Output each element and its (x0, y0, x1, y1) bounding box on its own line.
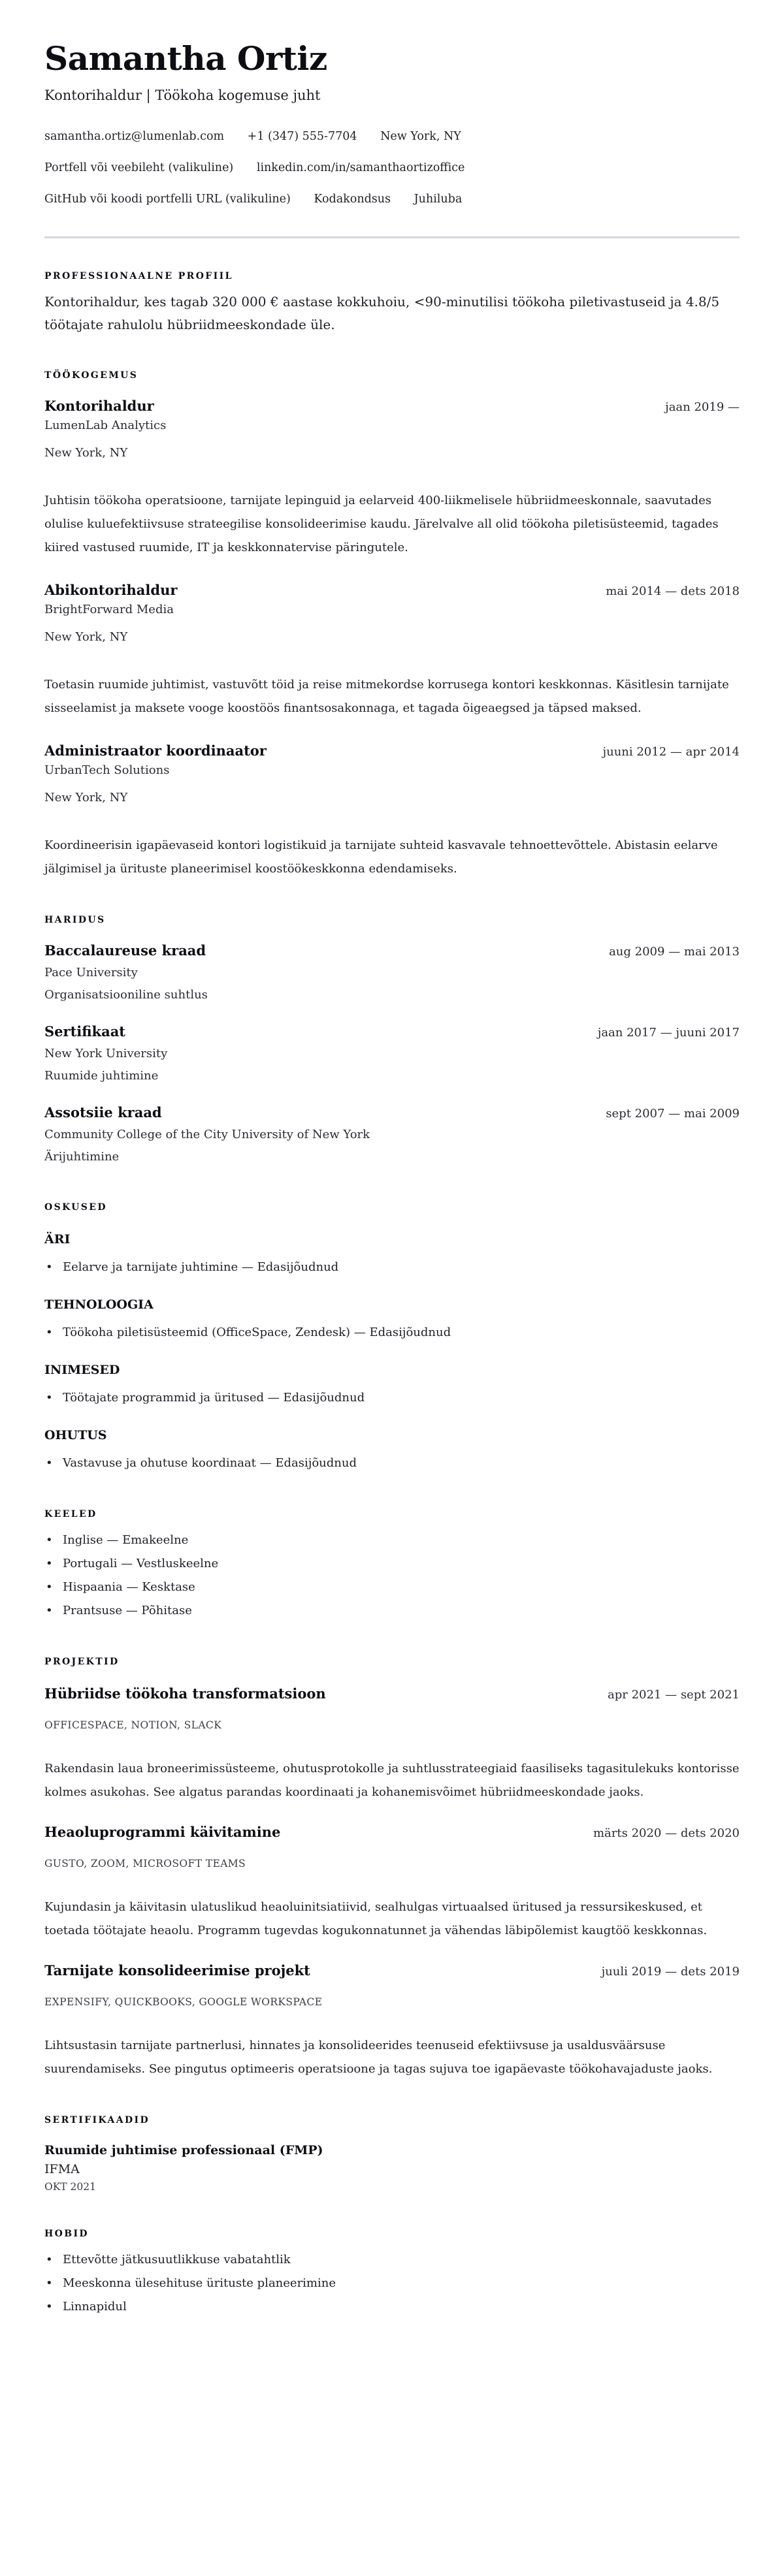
certification-date: OKT 2021 (44, 2181, 96, 2193)
skill-item: • Vastavuse ja ohutuse koordinaat — Edasijõudnud (44, 1452, 740, 1475)
skill-group-title: OHUTUS (44, 1428, 107, 1442)
section-languages (44, 1508, 740, 1623)
section-projects (44, 1655, 740, 2081)
skill-group-title: TEHNOLOOGIA (44, 1297, 154, 1312)
section-certifications (44, 2114, 740, 2195)
project-dates: apr 2021 — sept 2021 (607, 1688, 740, 1702)
contact-citizenship: Kodakondsus (314, 193, 391, 206)
skill-item: • Töökoha piletisüsteemid (OfficeSpace, Zendesk) — Edasijõudnud (44, 1321, 740, 1344)
contact-location: New York, NY (380, 130, 461, 143)
contact-linkedin[interactable]: linkedin.com/in/samanthaortizoffice (256, 161, 465, 174)
contact-portfolio[interactable]: Portfell või veebileht (valikuline) (44, 161, 234, 174)
candidate-headline: Kontorihaldur | Töökoha kogemuse juht (44, 87, 321, 103)
project-description: Lihtsustasin tarnijate partnerlusi, hinnates ja konsolideerides teenuseid efektiivsuse ja usaldusväärsuse suurendamiseks. See pingutus optimeeris operatsioone ja tagas sujuva toe igapäevaste töökohavajaduste jaoks. (44, 2039, 713, 2076)
project-dates: märts 2020 — dets 2020 (593, 1826, 740, 1840)
contact-drivers-license: Juhiluba (414, 193, 463, 206)
job-company: BrightForward Media (44, 603, 174, 616)
skill-group (44, 1231, 740, 1279)
project-tech-stack: OFFICESPACE, NOTION, SLACK (44, 1719, 222, 1731)
section-title-education: HARIDUS (44, 915, 106, 925)
job-company: LumenLab Analytics (44, 419, 167, 432)
section-skills (44, 1201, 740, 1475)
experience-entry (44, 396, 740, 560)
job-dates: mai 2014 — dets 2018 (606, 584, 740, 598)
certification-entry (44, 2141, 740, 2195)
section-title-skills: OSKUSED (44, 1202, 107, 1213)
section-education (44, 914, 740, 1168)
section-title-projects: PROJEKTID (44, 1657, 120, 1667)
field-of-study: Organisatsiooniline suhtlus (44, 988, 208, 1002)
project-entry (44, 1684, 740, 1804)
section-profile (44, 270, 740, 336)
project-entry (44, 1822, 740, 1943)
job-location: New York, NY (44, 446, 128, 460)
certification-name: Ruumide juhtimise professionaal (FMP) (44, 2143, 323, 2157)
job-title: Kontorihaldur (44, 398, 154, 414)
certification-issuer: IFMA (44, 2162, 80, 2176)
skill-group-title: ÄRI (44, 1232, 71, 1247)
school-name: Pace University (44, 966, 138, 979)
section-title-languages: KEELED (44, 1509, 97, 1519)
section-title-experience: TÖÖKOGEMUS (44, 370, 139, 381)
degree-title: Baccalaureuse kraad (44, 942, 206, 959)
field-of-study: Ärijuhtimine (44, 1150, 120, 1164)
header-divider (44, 236, 740, 238)
degree-title: Sertifikaat (44, 1023, 126, 1040)
school-name: Community College of the City University of New York (44, 1128, 370, 1141)
degree-title: Assotsiie kraad (44, 1104, 162, 1121)
candidate-name: Samantha Ortiz (44, 39, 327, 78)
education-entry (44, 1022, 740, 1087)
skill-item: • Eelarve ja tarnijate juhtimine — Edasijõudnud (44, 1256, 740, 1279)
project-dates: juuli 2019 — dets 2019 (601, 1965, 740, 1979)
job-description: Toetasin ruumide juhtimist, vastuvõtt töid ja reise mitmekordse korrusega kontori keskkonnas. Käsitlesin tarnijate sisseelamist ja maksete vooge koostöös finantsosakonnaga, et tagada õigeaegsed ja täpsed maksed. (44, 678, 729, 715)
school-name: New York University (44, 1047, 168, 1060)
project-title: Tarnijate konsolideerimise projekt (44, 1962, 310, 1979)
job-location: New York, NY (44, 791, 128, 804)
contact-row-extra (44, 189, 740, 209)
project-title: Heaoluprogrammi käivitamine (44, 1824, 281, 1840)
job-title: Administraator koordinaator (44, 742, 267, 759)
language-item: • Hispaania — Kesktase (44, 1576, 740, 1599)
section-hobbies (44, 2227, 740, 2319)
education-entry (44, 941, 740, 1006)
section-title-profile: PROFESSIONAALNE PROFIIL (44, 271, 233, 281)
skill-group (44, 1427, 740, 1475)
project-description: Kujundasin ja käivitasin ulatuslikud heaoluinitsiatiivid, sealhulgas virtuaalsed üritused ja ressursikeskused, et toetada töötajate heaolu. Programm tugevdas kogukonnatunnet ja vähendas läbipõlemist kaugtöö keskkonnas. (44, 1900, 708, 1937)
language-item: • Prantsuse — Põhitase (44, 1599, 740, 1623)
job-dates: jaan 2019 — (665, 400, 740, 414)
skill-item: • Töötajate programmid ja üritused — Edasijõudnud (44, 1386, 740, 1410)
field-of-study: Ruumide juhtimine (44, 1069, 159, 1083)
education-entry (44, 1103, 740, 1168)
job-location: New York, NY (44, 630, 128, 644)
skill-group (44, 1361, 740, 1410)
job-title: Abikontorihaldur (44, 582, 178, 598)
hobby-item: • Linnapidul (44, 2295, 740, 2319)
language-item: • Inglise — Emakeelne (44, 1529, 740, 1552)
section-title-hobbies: HOBID (44, 2229, 89, 2239)
project-tech-stack: GUSTO, ZOOM, MICROSOFT TEAMS (44, 1858, 246, 1869)
experience-entry (44, 580, 740, 720)
education-dates: aug 2009 — mai 2013 (609, 945, 740, 959)
contact-email[interactable]: samantha.ortiz@lumenlab.com (44, 130, 225, 143)
contact-github[interactable]: GitHub või koodi portfelli URL (valikuline) (44, 193, 291, 206)
job-dates: juuni 2012 — apr 2014 (602, 745, 740, 759)
language-item: • Portugali — Vestluskeelne (44, 1552, 740, 1576)
project-title: Hübriidse töökoha transformatsioon (44, 1685, 326, 1702)
education-dates: jaan 2017 — juuni 2017 (597, 1026, 740, 1040)
hobby-item: • Ettevõtte jätkusuutlikkuse vabatahtlik (44, 2248, 740, 2272)
contact-phone[interactable]: +1 (347) 555-7704 (247, 130, 357, 143)
project-entry (44, 1961, 740, 2081)
section-title-certifications: SERTIFIKAADID (44, 2115, 150, 2125)
skill-group-title: INIMESED (44, 1363, 120, 1377)
job-company: UrbanTech Solutions (44, 763, 170, 777)
project-tech-stack: EXPENSIFY, QUICKBOOKS, GOOGLE WORKSPACE (44, 1996, 323, 2008)
contact-row-links (44, 158, 740, 178)
skill-group (44, 1296, 740, 1344)
experience-entry (44, 741, 740, 881)
job-description: Juhtisin töökoha operatsioone, tarnijate lepinguid ja eelarveid 400-liikmelisele hübriidmeeskonnale, saavutades olulise kuluefektiivsuse strateegilise konsolideerimise kaudu. Järelvalve all olid töökoha piletisüsteemid, tagades kiired vastused ruumide, IT ja keskkonnatervise päringutele. (44, 494, 719, 554)
hobby-item: • Meeskonna ülesehituse ürituste planeerimine (44, 2272, 740, 2295)
project-description: Rakendasin laua broneerimissüsteeme, ohutusprotokolle ja suhtlusstrateegiaid faasiliseks tagasitulekuks kontorisse kolmes asukohas. See algatus parandas koordinaati ja kohanemisvõimet hübriidmeeskondade jaoks. (44, 1762, 740, 1799)
profile-summary: Kontorihaldur, kes tagab 320 000 € aastase kokkuhoiu, <90-minutilisi töökoha piletivastuseid ja 4.8/5 töötajate rahulolu hübriidmeeskondade üle. (44, 294, 720, 332)
education-dates: sept 2007 — mai 2009 (606, 1107, 740, 1121)
section-experience (44, 369, 740, 881)
job-description: Koordineerisin igapäevaseid kontori logistikuid ja tarnijate suhteid kasvavale tehnoettevõttele. Abistasin eelarve jälgimisel ja ürituste planeerimisel koostöökeskkonna edendamiseks. (44, 838, 718, 876)
resume-header (44, 39, 740, 209)
contact-row-primary (44, 127, 740, 146)
